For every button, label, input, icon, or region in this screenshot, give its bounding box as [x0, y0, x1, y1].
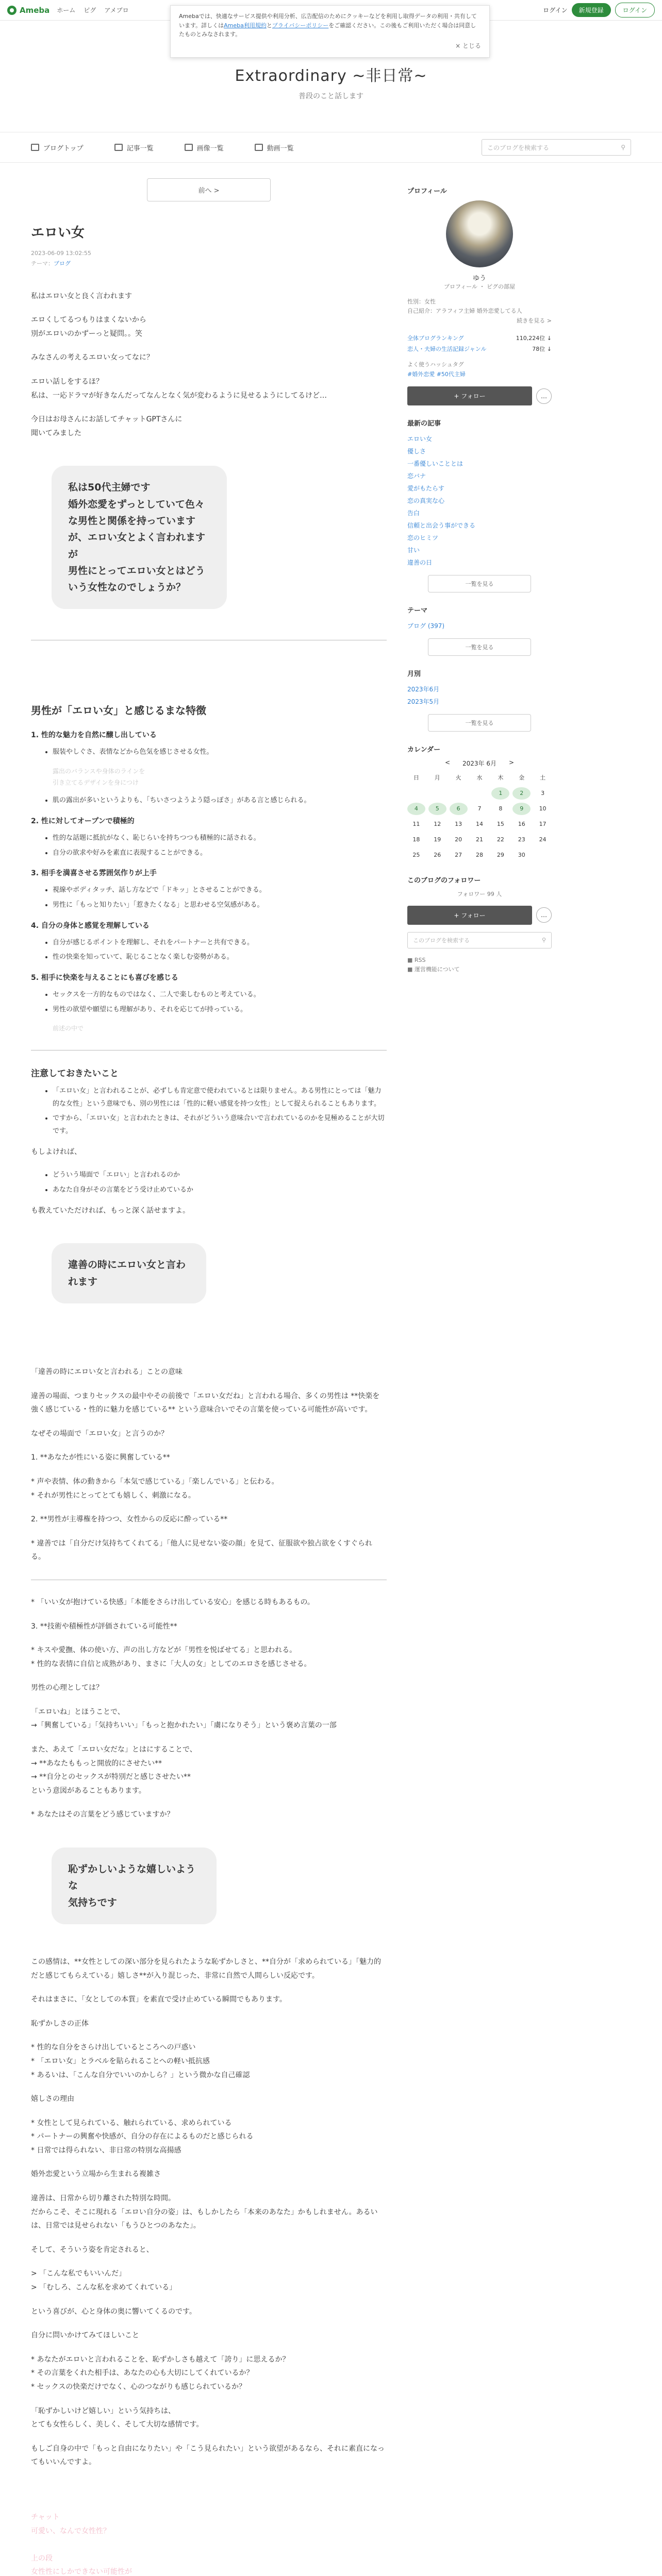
calendar-weekday: 日 — [413, 774, 419, 782]
follow-row-2 — [407, 906, 552, 925]
intro-paragraph: 私はエロい女と良く言われます — [31, 292, 132, 300]
list-item: • 服装やしぐさ、表情などから色気を感じさせる女性。 — [53, 746, 387, 759]
section-list — [31, 884, 387, 911]
cookie-consent-banner — [170, 5, 490, 58]
profile-intro: 自己紹介：アラフィフ主婦 婚外恋愛してる人 — [407, 308, 522, 315]
answer-paragraph: 嬉しさの理由 — [31, 2095, 74, 2104]
month-more-button[interactable]: 一覧を見る — [428, 714, 531, 732]
search-icon[interactable]: ⚲ — [621, 144, 625, 151]
answer-paragraph: 違善は、日常から切り離された特別な時間。 だからこそ、そこに現れる「エロい自分の姿」は、もしかしたら「本来のあなた」かもしれません。あるいは、日常では見せられない「もうひとつのあなた」。 — [31, 2194, 378, 2230]
list-item: • 性の快楽を知っていて、恥じることなく楽しむ姿勢がある。 — [53, 951, 387, 964]
pink-footer-text: チャット 可愛い、なんで女性性？ 上の段 女性性にしかできない可能性が — [31, 2513, 132, 2576]
calendar-heading: カレンダー — [407, 746, 441, 754]
search-icon[interactable]: ⚲ — [541, 937, 546, 944]
section-heading: 3. 相手を満喜させる雰囲気作りが上手 — [31, 869, 157, 878]
calendar-day: 13 — [455, 821, 462, 828]
sidebar — [407, 163, 552, 2576]
search-placeholder: このブログを検索する — [413, 937, 470, 944]
list-item: • どういう場面で「エロい」と言われるのか — [53, 1169, 387, 1182]
list-item: • ですから、「エロい女」と言われたときは、それがどういう意味合いで言われているのかを見極めることが大切です。 — [53, 1112, 387, 1138]
answer-paragraph: 男性の心理としては？ — [31, 1684, 103, 1692]
calendar-day[interactable]: 6 — [450, 803, 468, 815]
video-icon — [255, 144, 263, 151]
calendar-day[interactable]: 2 — [512, 787, 531, 800]
calendar-day: 3 — [541, 790, 545, 797]
blog-search-input[interactable] — [482, 139, 631, 156]
answer-paragraph: 婚外恋愛という立場から生まれる複雑さ — [31, 2170, 161, 2179]
post-theme-row — [31, 259, 387, 269]
tab-label: 動画一覧 — [267, 144, 294, 152]
hashtag-list[interactable]: #婚外恋愛 #50代主婦 — [407, 371, 466, 378]
theme-prefix: テーマ： — [31, 260, 54, 267]
calendar-day: 8 — [499, 805, 503, 812]
section-list — [31, 989, 387, 1016]
tab-label: ブログトップ — [43, 144, 84, 152]
month-list — [407, 683, 552, 708]
hashtag-label: よく使うハッシュタグ — [407, 361, 464, 368]
theme-list — [407, 620, 552, 632]
calendar-day: 29 — [496, 852, 504, 859]
intro-paragraph: 今日はお母さんにお話してチャットGPTさんに 聞いてみました — [31, 415, 183, 437]
recent-item[interactable]: 優しさ — [407, 448, 426, 455]
intro-paragraph: エロい話しをするほ？ 私は、一応ドラマが好きなんだってなんとなく気が変わるように見せるようにしてるけど… — [31, 377, 327, 400]
post-title[interactable]: エロい女 — [31, 225, 85, 241]
ameba-logo[interactable] — [7, 6, 49, 15]
answer-paragraph: また、あえて「エロい女だな」とはにすることで、 → **あなたももっと開放的にさせたい** → **自分とのセックスが特別だと感じさせたい** という意図があることもあります。 — [31, 1745, 197, 1795]
note-list — [31, 1085, 387, 1138]
answer-paragraph: 恥ずかしさの正体 — [31, 2019, 89, 2028]
content-wrapper — [0, 163, 662, 2576]
more-options-button-2[interactable]: … — [536, 907, 552, 923]
calendar-weekday: 火 — [455, 774, 461, 782]
recent-item[interactable]: 違善の日 — [407, 559, 433, 567]
post-theme-link[interactable]: ブログ — [54, 260, 71, 267]
calendar-day[interactable]: 9 — [512, 803, 531, 815]
list-item: • あなた自身がその言葉をどう受け止めているか — [53, 1184, 387, 1197]
follow-button[interactable]: + フォロー — [407, 386, 532, 405]
consent-text-3: をご確認ください。この後もご利用いただく場合は同意したものとみなされます。 — [179, 22, 476, 38]
faint-note: 露出のバランスや身体のラインを 引き立てるデザインを身につけ — [53, 768, 145, 786]
blog-nav-tabs — [0, 132, 662, 163]
login-button[interactable]: ログイン — [615, 3, 655, 18]
answer-paragraph: 2. **男性が主導権を持つつ、女性からの反応に酔っている** — [31, 1515, 228, 1524]
note-tail-list — [31, 1169, 387, 1196]
terms-link[interactable]: Ameba利用規約 — [224, 22, 267, 29]
list-item: • 視線やボディタッチ、話し方などで「ドキッ」とさせることができる。 — [53, 884, 387, 897]
calendar-day: 18 — [412, 836, 420, 843]
rss-label: RSS — [414, 956, 426, 963]
post-body — [31, 290, 387, 2576]
answer-heading: 男性が「エロい女」と感じるまな特徴 — [31, 704, 206, 717]
answer-paragraph: 「エロいね」とほうことで、 →「興奮している」「気持ちいい」「もっと抱かれたい」「虜になりそう」という褒め言葉の一部 — [31, 1707, 337, 1730]
calendar-weekday: 金 — [519, 774, 525, 782]
ranking-row — [407, 344, 552, 355]
tab-image-list[interactable] — [185, 143, 224, 152]
consent-text-1: Amebaでは、快適なサービス提供や利用分析、広告配信のためにクッキーなどを利用し取得データの利用・共有しています。詳しくは — [179, 13, 477, 29]
month-item[interactable]: 2023年5月 — [407, 698, 440, 706]
recent-item[interactable]: エロい女 — [407, 435, 433, 443]
note-tail: もしよければ、 — [31, 1147, 81, 1156]
privacy-link[interactable]: プライバシーポリシー — [272, 22, 329, 29]
section-list — [31, 746, 387, 759]
camera-icon — [185, 144, 193, 151]
month-heading: 月別 — [407, 670, 421, 679]
report-label: 運営機能について — [414, 966, 460, 973]
calendar-day: 30 — [518, 852, 525, 859]
recent-item[interactable]: 恋バナ — [407, 472, 426, 480]
top-nav-pigg[interactable]: ピグ — [84, 7, 96, 14]
calendar-day: 11 — [412, 821, 420, 828]
tab-video-list[interactable] — [255, 143, 294, 152]
calendar-day[interactable]: 1 — [491, 787, 509, 800]
rss-link[interactable] — [407, 956, 552, 965]
calendar-day — [428, 787, 446, 800]
profile-heading: プロフィール — [407, 188, 447, 195]
prev-entry-button[interactable]: 前へ > — [147, 178, 271, 201]
post-meta — [31, 248, 387, 269]
calendar-day: 23 — [518, 836, 525, 843]
section-list — [31, 794, 387, 807]
followers-heading: このブログのフォロワー — [407, 877, 481, 885]
calendar-day: 24 — [539, 836, 547, 843]
answer-paragraph: なぜその場面で「エロい女」と言うのか？ — [31, 1429, 168, 1438]
answer-paragraph: 「違善の時にエロい女と言われる」ことの意味 — [31, 1367, 183, 1376]
profile-gender: 性別：女性 — [407, 298, 436, 305]
top-nav — [57, 6, 128, 14]
calendar-day: 10 — [539, 805, 547, 812]
calendar-day: 25 — [412, 852, 420, 859]
profile-links[interactable]: プロフィール ・ ピグの部屋 — [444, 283, 515, 290]
logo-text: Ameba — [20, 5, 50, 15]
tab-label: 記事一覧 — [126, 144, 154, 152]
ranking-value: 78位 ↓ — [532, 345, 552, 352]
list-item: • 自分の欲求や好みを素直に表現することができる。 — [53, 847, 387, 860]
ranking-block — [407, 333, 552, 355]
theme-item[interactable]: ブログ (397) — [407, 622, 445, 630]
home-icon — [31, 144, 39, 151]
recent-item[interactable]: 恋の真実な心 — [407, 497, 445, 505]
calendar-day[interactable]: 4 — [407, 803, 425, 815]
search-placeholder: このブログを検索する — [487, 144, 550, 151]
calendar-day: 7 — [477, 805, 482, 812]
theme-more-button[interactable]: 一覧を見る — [428, 638, 531, 656]
top-login-link[interactable]: ログイン — [543, 7, 568, 14]
consent-close-button[interactable]: × とじる — [455, 42, 481, 49]
top-nav-blog[interactable]: アメブロ — [104, 7, 129, 14]
calendar-weekday: 月 — [434, 774, 440, 782]
list-icon — [114, 144, 123, 151]
calendar-weekday: 木 — [498, 774, 504, 782]
top-nav-home[interactable]: ホーム — [57, 7, 76, 14]
note-heading: 注意しておきたいこと — [31, 1069, 119, 1079]
recent-item[interactable]: 信頼と出会う事ができる — [407, 522, 476, 530]
recent-item[interactable]: 愛がもたらす — [407, 485, 445, 493]
calendar-day: 17 — [539, 821, 547, 828]
recent-list — [407, 433, 552, 569]
list-item: • 男性の欲望や願望にも理解があり、それを応じてが持っている。 — [53, 1004, 387, 1016]
followers-count[interactable]: フォロワー 99 人 — [457, 891, 502, 898]
recent-heading: 最新の記事 — [407, 420, 441, 428]
answer-paragraph: という喜びが、心と身体の奥に響いてくるのです。 — [31, 2307, 196, 2316]
section-heading: 2. 性に対してオープンで積極的 — [31, 817, 135, 825]
profile-name[interactable]: ゆう — [472, 275, 486, 282]
calendar-day[interactable]: 5 — [428, 803, 446, 815]
calendar-day: 21 — [475, 836, 483, 843]
read-more-link[interactable]: 続きを見る > — [517, 317, 552, 325]
recent-item[interactable]: 恋のヒミツ — [407, 534, 439, 542]
avatar[interactable] — [446, 200, 513, 267]
recent-item[interactable]: 一番優しいこととは — [407, 460, 464, 468]
calendar-next-button[interactable]: > — [509, 759, 515, 767]
tab-blog-top[interactable] — [31, 143, 84, 152]
ranking-label[interactable]: 全体ブログランキング — [407, 334, 464, 342]
ranking-label[interactable]: 恋人・夫婦の生活記録ジャンル — [407, 345, 487, 352]
calendar-title: 2023年 6月 — [462, 760, 496, 768]
calendar-prev-button[interactable]: < — [444, 759, 450, 767]
calendar-day: 14 — [475, 821, 483, 828]
answer-paragraph: そして、そういう姿を肯定されると、 — [31, 2245, 154, 2254]
intro-paragraph: エロくしてるつもりはまくないから 別がエロいのかずーっと疑問。。笑 — [31, 316, 146, 338]
note-tail-end: も教えていただければ、もっと深く話せますよ。 — [31, 1206, 190, 1215]
calendar-day: 16 — [518, 821, 525, 828]
section-heading: 4. 自分の身体と感覚を理解している — [31, 921, 150, 930]
list-item: • 男性に「もっと知りたい」「惹きたくなる」と思わせる空気感がある。 — [53, 899, 387, 912]
calendar-day: 26 — [434, 852, 441, 859]
calendar-day: 19 — [434, 836, 441, 843]
list-item: • セックスを一方的なものではなく、二人で楽しむものと考えている。 — [53, 989, 387, 1002]
recent-more-button[interactable]: 一覧を見る — [428, 575, 531, 592]
ranking-value: 110,224位 ↓ — [516, 334, 552, 342]
answer-paragraph: > 「こんな私でもいいんだ」 > 「むしろ、こんな私を求めてくれている」 — [31, 2269, 177, 2292]
answer-paragraph: 自分に問いかけてみてほしいこと — [31, 2331, 139, 2340]
section-heading: 1. 性的な魅力を自然に醸し出している — [31, 731, 157, 740]
answer-paragraph: * 声や表情、体の動きから「本気で感じている」「楽しんでいる」と伝わる。 * それが男性にとってとても嬉しく、刺激になる。 — [31, 1477, 279, 1500]
blog-description: 普段のこと話します — [299, 92, 363, 100]
report-icon: ■ — [407, 966, 413, 973]
answer-paragraph: * あなたがエロいと言われることを、恥ずかしさも越えて「誇り」に思えるか？ * その言葉をくれた相手は、あなたの心も大切にしてくれているか？ * セックスの快楽だけでなく、心のつながりも感じられているか？ — [31, 2355, 290, 2391]
theme-heading: テーマ — [407, 607, 428, 615]
list-item: • 自分が感じるポイントを理解し、それをパートナーと共有できる。 — [53, 937, 387, 950]
rss-icon: ■ — [407, 956, 413, 963]
calendar-weekday: 水 — [476, 774, 483, 782]
sidebar-search-input[interactable] — [407, 932, 552, 948]
main-column — [31, 163, 387, 2576]
answer-paragraph: * キスや愛撫、体の使い方、声の出し方などが「男性を悦ばせてる」と思われる。 * 性的な表情に自信と成熟があり、まさに「大人の女」としてのエロさを感じさせる。 — [31, 1646, 311, 1668]
answer-paragraph: それはまさに、「女としての本質」を素直で受け止めている瞬間でもあります。 — [31, 1995, 287, 2004]
section-list — [31, 832, 387, 859]
calendar-day: 28 — [475, 852, 483, 859]
more-options-button[interactable]: … — [536, 388, 552, 404]
report-link[interactable] — [407, 965, 552, 975]
calendar-day: 22 — [496, 836, 504, 843]
list-item: • 性的な話題に抵抗がなく、恥じらいを持ちつつも積極的に話される。 — [53, 832, 387, 845]
question-bubble-2: 違善の時にエロい女と言われます — [52, 1243, 206, 1303]
question-bubble-3: 恥ずかしいような嬉しいような 気持ちです — [52, 1848, 217, 1924]
calendar-header — [407, 759, 552, 768]
calendar-grid — [407, 772, 552, 861]
list-item: • 「エロい女」と言われることが、必ずしも肯定意で使われているとは限りません。ある男性にとっては「魅力的な女性」という意味でも、別の男性には「性的に軽い感覚を持つ女性」として捉えられることもあります。 — [53, 1085, 387, 1110]
calendar-day: 20 — [455, 836, 462, 843]
month-item[interactable]: 2023年6月 — [407, 686, 440, 693]
faint-note: 前述の中で — [53, 1025, 84, 1032]
answer-paragraph: この感情は、**女性としての深い部分を見られたような恥ずかしさと、**自分が「求められている」「魅力的だと感じてもらえている」嬉しさ**が入り混じった、非常に自然で人間らしい反応です。 — [31, 1957, 381, 1980]
calendar-day: 12 — [434, 821, 441, 828]
answer-paragraph: * 性的な自分をさらけ出しているところへの戸惑い * 「エロい女」とラベルを貼られることへの軽い抵抗感 * あるいは、「こんな自分でいいのかしら？」という微かな自己確認 — [31, 2043, 250, 2079]
top-bar-actions — [543, 3, 655, 18]
ameba-logo-icon — [7, 6, 16, 15]
answer-paragraph: * 「いい女が抱けている快感」「本能をさらけ出している安心」を感じる時もあるもの。 — [31, 1598, 315, 1606]
tab-entry-list[interactable] — [114, 143, 154, 152]
calendar-day — [471, 787, 489, 800]
recent-item[interactable]: 甘い — [407, 547, 420, 554]
follow-row — [407, 386, 552, 405]
signup-button[interactable]: 新規登録 — [572, 3, 611, 17]
recent-item[interactable]: 告白 — [407, 510, 420, 517]
answer-paragraph: * 女性として見られている、触れられている、求められている * パートナーの興奮や快感が、自分の存在によるものだと感じられる * 日常では得られない、非日常の特別な高揚感 — [31, 2119, 254, 2155]
answer-paragraph: 違善の場面、つまりセックスの最中やその前後で「エロい女だね」と言われる場合、多くの男性は **快楽を強く感じている・性的に魅力を感じている** という意味合いでその言葉を使っている可能性が高いです。 — [31, 1392, 380, 1414]
answer-paragraph: 1. **あなたが性にいる姿に興奮している** — [31, 1453, 170, 1462]
answer-paragraph: 「恥ずかしいけど嬉しい」という気持ちは、 とても女性らしく、美しく、そして大切な感情です。 — [31, 2406, 204, 2429]
answer-paragraph: * あなたはその言葉をどう感じていますか？ — [31, 1810, 174, 1819]
calendar-day — [450, 787, 468, 800]
calendar-day: 27 — [455, 852, 462, 859]
answer-paragraph: もしご自身の中で「もっと自由になりたい」や「こう見られたい」という欲望があるなら、それに素直になってもいいんですよ。 — [31, 2444, 385, 2467]
calendar-day — [534, 849, 552, 861]
tab-label: 画像一覧 — [196, 144, 224, 152]
section-list — [31, 937, 387, 964]
calendar-weekday: 土 — [540, 774, 546, 782]
follow-button-2[interactable]: + フォロー — [407, 906, 532, 925]
list-item: • 肌の露出が多いというよりも、「ちいさつようよう隠っぽさ」がある言と感じられる。 — [53, 794, 387, 807]
ranking-row — [407, 333, 552, 344]
calendar-day: 15 — [496, 821, 504, 828]
calendar-day — [407, 787, 425, 800]
answer-paragraph: 3. **技術や積極性が評価されている可能性** — [31, 1622, 177, 1631]
answer-paragraph: * 違善では「自分だけ気持ちてくれてる」「他人に見せない姿の顔」を見て、征服欲や独占欲をくすぐられる。 — [31, 1539, 373, 1562]
section-heading: 5. 相手に快楽を与えることにも喜びを感じる — [31, 974, 178, 982]
consent-text-2: と — [266, 22, 272, 29]
question-bubble: 私は50代主婦です 婚外恋愛をずっとしていて色々 な男性と関係を持っていますが、エロい女とよく言われますが 男性にとってエロい女とはどういう女性なのでしょうか？ — [52, 466, 227, 609]
post-date: 2023-06-09 13:02:55 — [31, 250, 91, 257]
prev-entry-label: 前へ — [198, 187, 212, 195]
blog-title[interactable]: Extraordinary ~非日常~ — [235, 67, 427, 85]
intro-paragraph: みなさんの考えるエロい女ってなに？ — [31, 353, 154, 362]
